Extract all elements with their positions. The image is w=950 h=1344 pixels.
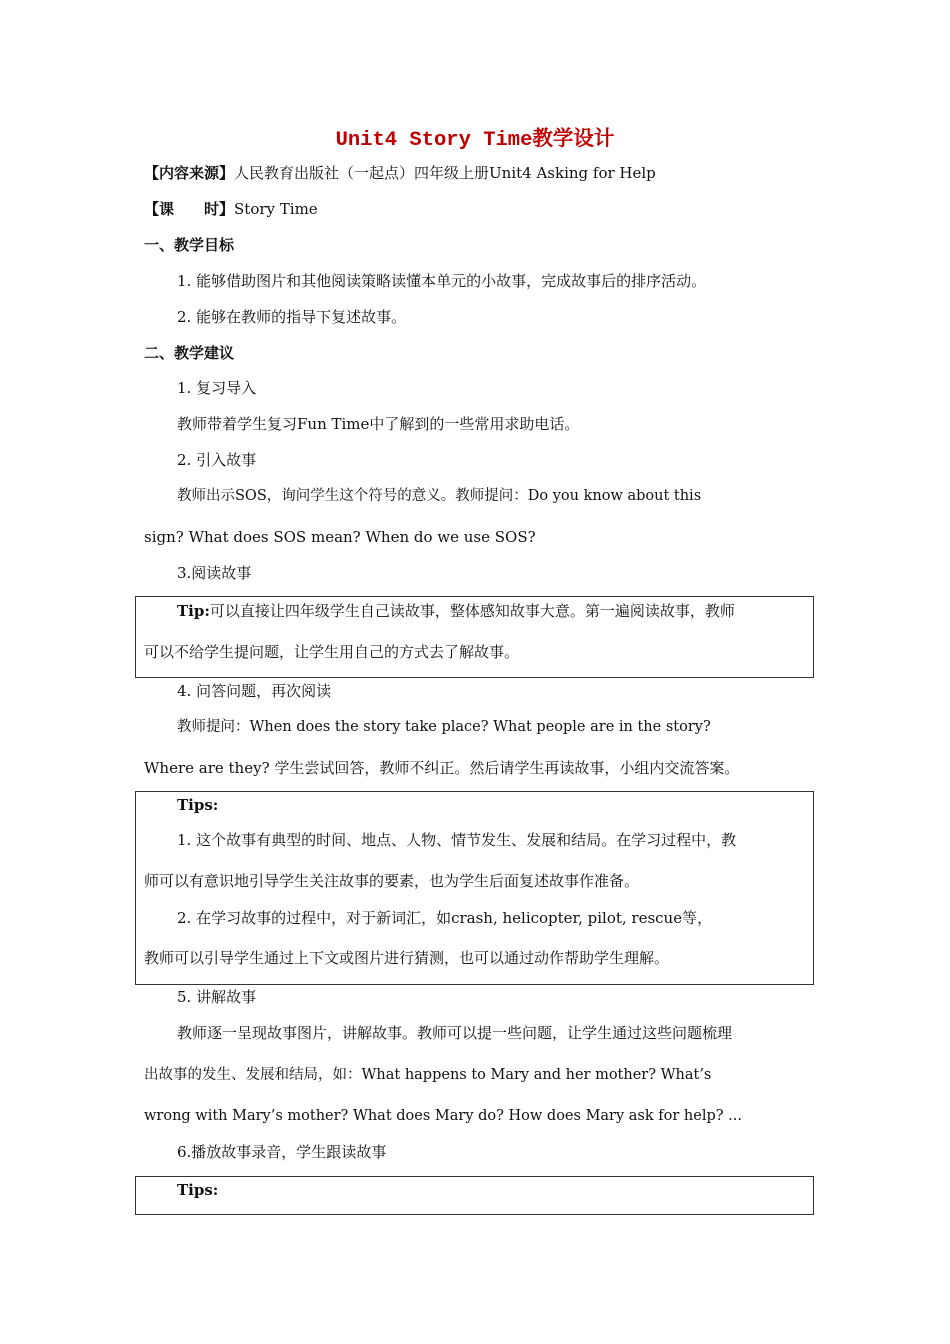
tips2-item1-line2: 师可以有意识地引导学生关注故事的要素，也为学生后面复述故事作准备。 bbox=[144, 872, 640, 890]
lesson-label: 【课 时】 bbox=[144, 200, 235, 218]
step2-text-line2: sign? What does SOS mean? When do we use SOS? bbox=[144, 528, 536, 546]
lesson-line bbox=[144, 198, 318, 220]
tip1-line2: 可以不给学生提问题，让学生用自己的方式去了解故事。 bbox=[144, 643, 520, 661]
lesson-text: Story Time bbox=[234, 200, 318, 218]
tips3-box bbox=[135, 1176, 814, 1215]
source-label: 【内容来源】 bbox=[144, 164, 235, 182]
tips2-label: Tips: bbox=[177, 796, 219, 814]
section2-heading: 二、教学建议 bbox=[144, 344, 235, 362]
tip1-text: 可以直接让四年级学生自己读故事，整体感知故事大意。第一遍阅读故事，教师 bbox=[209, 602, 735, 620]
tips2-item2-line1: 2. 在学习故事的过程中，对于新词汇，如crash, helicopter, pilot, rescue等， bbox=[177, 909, 713, 927]
step5-title: 5. 讲解故事 bbox=[177, 988, 257, 1006]
source-line bbox=[144, 162, 656, 184]
objective-2: 2. 能够在教师的指导下复述故事。 bbox=[177, 308, 407, 326]
step4-line2: Where are they? 学生尝试回答，教师不纠正。然后请学生再读故事，小组内交流答案。 bbox=[144, 759, 740, 777]
tips3-label: Tips: bbox=[177, 1181, 219, 1199]
tip1-label: Tip: bbox=[177, 602, 210, 620]
section1-heading: 一、教学目标 bbox=[144, 236, 235, 254]
step4-line1: 教师提问：When does the story take place? What people are in the story? bbox=[177, 719, 711, 735]
step4-title: 4. 问答问题，再次阅读 bbox=[177, 682, 332, 700]
step2-title: 2. 引入故事 bbox=[177, 451, 257, 469]
tips2-item1-line1: 1. 这个故事有典型的时间、地点、人物、情节发生、发展和结局。在学习过程中，教 bbox=[177, 831, 737, 849]
step5-line1: 教师逐一呈现故事图片，讲解故事。教师可以提一些问题，让学生通过这些问题梳理 bbox=[177, 1024, 733, 1042]
step3-title: 3.阅读故事 bbox=[177, 564, 252, 582]
step1-title: 1. 复习导入 bbox=[177, 379, 257, 397]
source-text: 人民教育出版社（一起点）四年级上册Unit4 Asking for Help bbox=[234, 164, 656, 182]
page-title: Unit4 Story Time教学设计 bbox=[335, 129, 615, 152]
step2-text-line1: 教师出示SOS，询问学生这个符号的意义。教师提问：Do you know about this bbox=[177, 488, 702, 504]
objective-1: 1. 能够借助图片和其他阅读策略读懂本单元的小故事，完成故事后的排序活动。 bbox=[177, 272, 707, 290]
tip1-line1 bbox=[177, 600, 735, 622]
step6-title: 6.播放故事录音，学生跟读故事 bbox=[177, 1143, 387, 1161]
step1-text: 教师带着学生复习Fun Time中了解到的一些常用求助电话。 bbox=[177, 415, 580, 433]
step5-line2: 出故事的发生、发展和结局，如：What happens to Mary and her mother? What’s bbox=[144, 1067, 712, 1083]
tips2-item2-line2: 教师可以引导学生通过上下文或图片进行猜测，也可以通过动作帮助学生理解。 bbox=[144, 949, 670, 967]
step5-line3: wrong with Mary’s mother? What does Mary do? How does Mary ask for help? ... bbox=[144, 1108, 742, 1124]
